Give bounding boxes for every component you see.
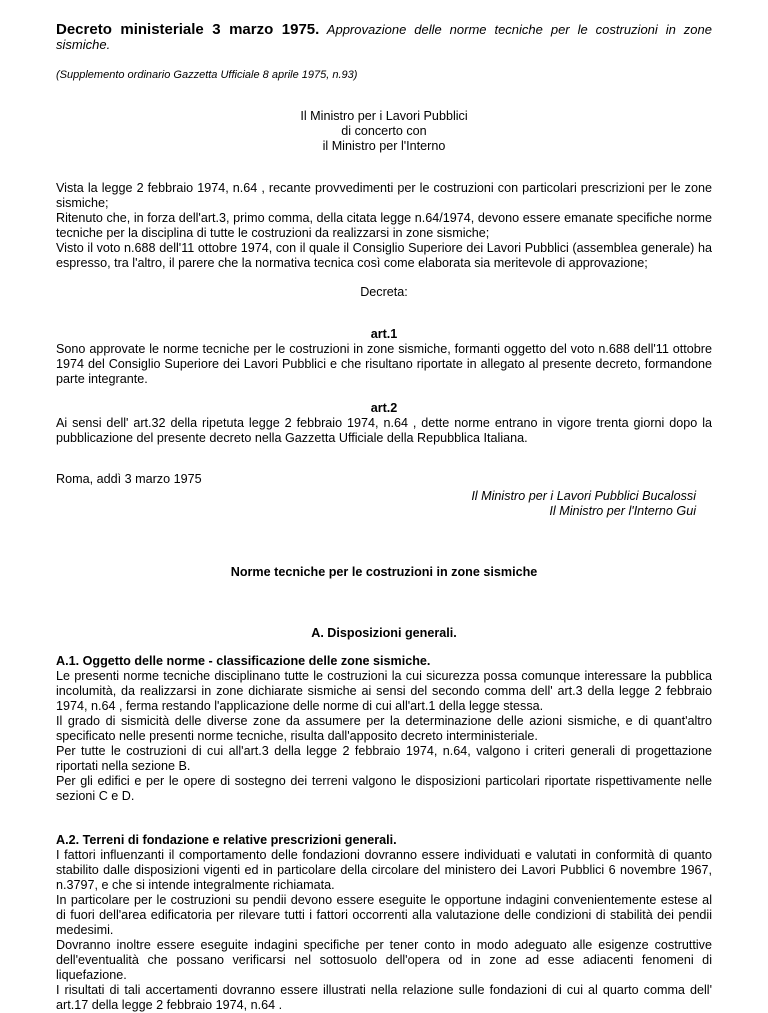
section-paragraph: I fattori influenzanti il comportamento delle fondazioni dovranno essere individuati e valutati in conformità di quanto stabilito dalle disposizioni vigenti ed in particolare della circolare del ministero dei Lavori Pubblici 6 novembre 1967, n.3797, e che si intende integralmente richiamata.	[56, 848, 712, 892]
supplement-note: (Supplemento ordinario Gazzetta Ufficiale 8 aprile 1975, n.93)	[56, 69, 358, 81]
signature-line: Il Ministro per i Lavori Pubblici Bucalossi	[471, 489, 696, 503]
minister-line: il Ministro per l'Interno	[322, 139, 446, 153]
document-title	[56, 22, 712, 52]
minister-line: di concerto con	[341, 124, 427, 138]
preamble-paragraph: Vista la legge 2 febbraio 1974, n.64 , recante provvedimenti per le costruzioni con particolari prescrizioni per le zone sismiche;	[56, 181, 712, 210]
title-dot: .	[315, 21, 320, 38]
preamble-paragraph: Ritenuto che, in forza dell'art.3, primo comma, della citata legge n.64/1974, devono essere emanate specifiche norme tecniche per la disciplina di tutte le costruzioni da realizzarsi in zone sismiche;	[56, 211, 712, 240]
signature-block	[56, 489, 712, 519]
subsection-title: A.1. Oggetto delle norme - classificazione delle zone sismiche.	[56, 654, 431, 668]
section-paragraph: Per gli edifici e per le opere di sostegno dei terreni valgono le disposizioni particolari riportate rispettivamente nelle sezioni C e D.	[56, 774, 712, 803]
section-paragraph: Dovranno inoltre essere eseguite indagini specifiche per tener conto in modo adeguato alle esigenze costruttive dell'eventualità che possano verificarsi nel sottosuolo dell'opera od in zone ad esse adiacenti fenomeni di liquefazione.	[56, 938, 712, 982]
section-paragraph: Per tutte le costruzioni di cui all'art.3 della legge 2 febbraio 1974, n.64, valgono i criteri generali di progettazione riportati nella sezione B.	[56, 744, 712, 773]
decreta-heading: Decreta:	[360, 285, 408, 299]
section-paragraph: Il grado di sismicità delle diverse zone da assumere per la determinazione delle azioni sismiche, e di quant'altro specificato nelle presenti norme tecniche, risulta dall'apposito decreto interministeriale.	[56, 714, 712, 743]
title-italic: Approvazione delle norme tecniche per le costruzioni in zone sismiche.	[56, 22, 712, 52]
preamble	[56, 181, 712, 271]
minister-line: Il Ministro per i Lavori Pubblici	[300, 109, 468, 123]
subsection-title: A.2. Terreni di fondazione e relative prescrizioni generali.	[56, 833, 397, 847]
article-heading: art.1	[370, 327, 398, 341]
date-place: Roma, addì 3 marzo 1975	[56, 472, 202, 486]
norme-title: Norme tecniche per le costruzioni in zone sismiche	[230, 565, 538, 579]
article-text: Ai sensi dell' art.32 della ripetuta legge 2 febbraio 1974, n.64 , dette norme entrano in vigore trenta giorni dopo la pubblicazione del presente decreto nella Gazzetta Ufficiale della Repubblica Italiana.	[56, 416, 712, 445]
section-paragraph: I risultati di tali accertamenti dovranno essere illustrati nella relazione sulle fondazioni di cui al quarto comma dell' art.17 della legge 2 febbraio 1974, n.64 .	[56, 983, 712, 1012]
title-bold: Decreto ministeriale 3 marzo 1975	[56, 21, 316, 38]
article-heading: art.2	[370, 401, 398, 415]
preamble-paragraph: Visto il voto n.688 dell'11 ottobre 1974, con il quale il Consiglio Superiore dei Lavori Pubblici (assemblea generale) ha espresso, tra l'altro, il parere che la normativa tecnica così come elaborata sia meritevole di approvazione;	[56, 241, 712, 270]
section-paragraph: Le presenti norme tecniche disciplinano tutte le costruzioni la cui sicurezza possa comunque interessare la pubblica incolumità, da realizzarsi in zone dichiarate sismiche ai sensi del secondo comma dell' art.3 della legge 2 febbraio 1974, n.64 , ferma restando l'applicazione delle norme di cui all'art.1 della legge stessa.	[56, 669, 712, 713]
article-text: Sono approvate le norme tecniche per le costruzioni in zone sismiche, formanti oggetto del voto n.688 dell'11 ottobre 1974 del Consiglio Superiore dei Lavori Pubblici e che risultano riportate in allegato al presente decreto, formandone parte integrante.	[56, 342, 712, 386]
ministers-block	[56, 109, 712, 154]
section-title: A. Disposizioni generali.	[311, 626, 457, 640]
section-paragraph: In particolare per le costruzioni su pendii devono essere eseguite le opportune indagini convenientemente estese al di fuori dell'area edificatoria per rilevare tutti i fattori occorrenti alla valutazione delle condizioni di stabilità dei pendii medesimi.	[56, 893, 712, 937]
signature-line: Il Ministro per l'Interno Gui	[549, 504, 696, 518]
